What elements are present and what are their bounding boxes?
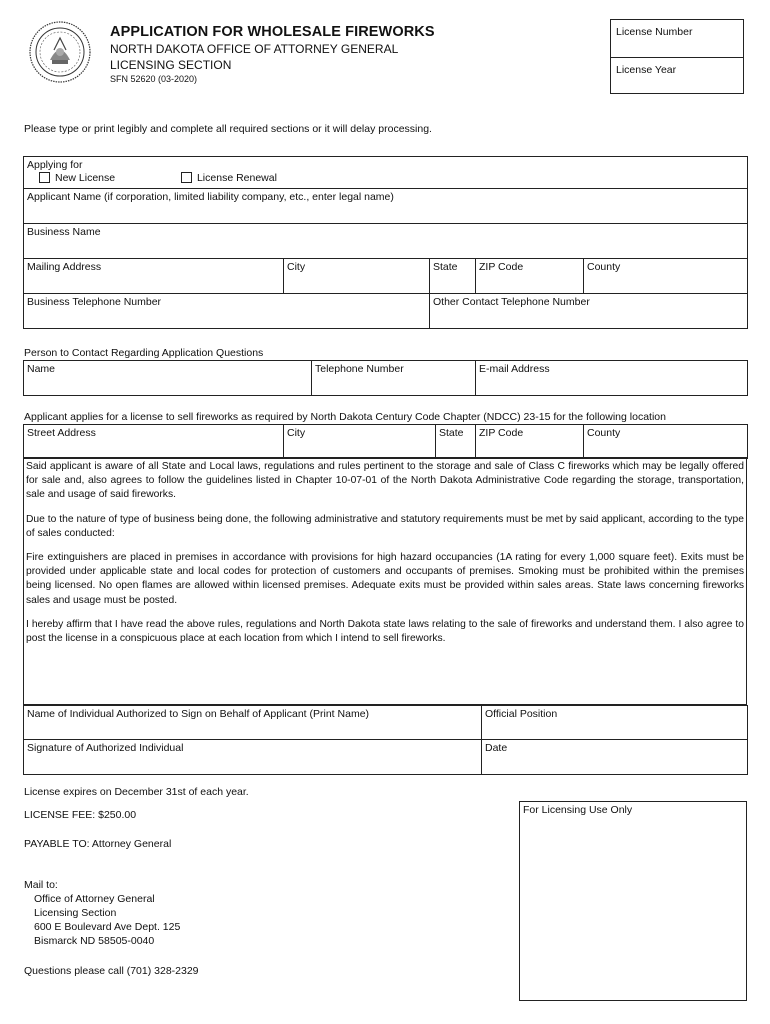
business-phone-label: Business Telephone Number xyxy=(27,296,162,308)
official-position-label: Official Position xyxy=(485,708,558,720)
terms-paragraph-3: Fire extinguishers are placed in premises in accordance with provisions for high hazard occupancies (1A rating for every 1,000 square feet). Exits must be provided under applicable state and local codes for protection of customers and occupants of premises. Smoking must be prohibited within the premises being licensed. No open flames are allowed within licensed premises. Adequate exits must be provided within sales areas. State laws concerning fireworks sales and usage must be posted. xyxy=(26,552,744,606)
street-address-label: Street Address xyxy=(27,427,96,439)
county-label: County xyxy=(587,261,621,273)
section-name: LICENSING SECTION xyxy=(110,58,232,72)
mailing-address-label: Mailing Address xyxy=(27,261,102,273)
signature-field[interactable] xyxy=(24,740,482,775)
business-name-field[interactable] xyxy=(24,224,748,259)
location-county-field[interactable] xyxy=(584,425,748,459)
other-phone-label: Other Contact Telephone Number xyxy=(433,296,590,308)
applying-for-cell xyxy=(24,157,748,189)
street-address-field[interactable] xyxy=(24,425,284,459)
location-city-label: City xyxy=(287,427,306,439)
office-name: NORTH DAKOTA OFFICE OF ATTORNEY GENERAL xyxy=(110,42,399,56)
county-field[interactable] xyxy=(584,259,748,294)
license-renewal-label: License Renewal xyxy=(196,172,277,184)
contact-heading: Person to Contact Regarding Application Questions xyxy=(24,347,264,359)
contact-table xyxy=(23,360,748,396)
signature-label: Signature of Authorized Individual xyxy=(27,742,184,754)
address-line: Licensing Section xyxy=(34,907,117,919)
applying-for-label: Applying for xyxy=(27,159,83,171)
date-field[interactable] xyxy=(482,740,748,775)
location-heading: Applicant applies for a license to sell fireworks as required by North Dakota Century Code Chapter (NDCC) 23-15 for the following location xyxy=(24,411,666,423)
instructions-text: Please type or print legibly and complete all required sections or it will delay processing. xyxy=(24,123,432,135)
payable-to: PAYABLE TO: Attorney General xyxy=(24,838,172,850)
location-state-label: State xyxy=(439,427,464,439)
contact-phone-field[interactable] xyxy=(312,361,476,396)
terms-box xyxy=(23,457,747,705)
authorized-name-label: Name of Individual Authorized to Sign on Behalf of Applicant (Print Name) xyxy=(27,708,370,720)
license-number-field[interactable]: License Number xyxy=(616,26,693,38)
business-name-label: Business Name xyxy=(27,226,101,238)
official-position-field[interactable] xyxy=(482,706,748,740)
contact-name-field[interactable] xyxy=(24,361,312,396)
signature-table xyxy=(23,705,748,775)
terms-paragraph-4: I hereby affirm that I have read the above rules, regulations and North Dakota state laws relating to the sale of fireworks and understand them. I also agree to post the license in a conspicuous place at each location from which I intend to sell fireworks. xyxy=(26,618,744,645)
license-info-box xyxy=(610,19,744,94)
location-county-label: County xyxy=(587,427,621,439)
address-line: 600 E Boulevard Ave Dept. 125 xyxy=(34,921,181,933)
license-renewal-checkbox[interactable] xyxy=(181,172,192,183)
expiry-note: License expires on December 31st of each year. xyxy=(24,786,249,798)
contact-email-label: E-mail Address xyxy=(479,363,550,375)
questions-phone: Questions please call (701) 328-2329 xyxy=(24,965,199,977)
terms-paragraph-2: Due to the nature of type of business being done, the following administrative and statutory requirements must be met by said applicant, according to the type of sales conducted: xyxy=(26,513,744,539)
applicant-info-table xyxy=(23,156,748,329)
location-city-field[interactable] xyxy=(284,425,436,459)
form-number: SFN 52620 (03-2020) xyxy=(110,74,198,84)
location-state-field[interactable] xyxy=(436,425,476,459)
zip-field[interactable] xyxy=(476,259,584,294)
contact-phone-label: Telephone Number xyxy=(315,363,404,375)
state-label: State xyxy=(433,261,458,273)
city-label: City xyxy=(287,261,306,273)
contact-name-label: Name xyxy=(27,363,56,375)
new-license-checkbox[interactable] xyxy=(39,172,50,183)
authorized-name-field[interactable] xyxy=(24,706,482,740)
date-label: Date xyxy=(485,742,508,754)
address-line: Bismarck ND 58505-0040 xyxy=(34,935,155,947)
state-field[interactable] xyxy=(430,259,476,294)
new-license-label: New License xyxy=(55,172,116,184)
applicant-name-field[interactable] xyxy=(24,189,748,224)
city-field[interactable] xyxy=(284,259,430,294)
other-phone-field[interactable] xyxy=(430,294,748,329)
zip-label: ZIP Code xyxy=(479,261,524,273)
mail-to-label: Mail to: xyxy=(24,879,58,891)
contact-email-field[interactable] xyxy=(476,361,748,396)
location-zip-field[interactable] xyxy=(476,425,584,459)
mailing-address-field[interactable] xyxy=(24,259,284,294)
license-year-field[interactable]: License Year xyxy=(611,57,743,94)
licensing-use-only-box xyxy=(519,801,747,1001)
business-phone-field[interactable] xyxy=(24,294,430,329)
location-table xyxy=(23,424,748,459)
applicant-name-label: Applicant Name (if corporation, limited liability company, etc., enter legal name) xyxy=(27,191,394,203)
location-zip-label: ZIP Code xyxy=(479,427,524,439)
mailing-instructions xyxy=(24,878,180,948)
address-line: Office of Attorney General xyxy=(34,893,155,905)
form-title: APPLICATION FOR WHOLESALE FIREWORKS xyxy=(110,24,435,40)
license-fee: LICENSE FEE: $250.00 xyxy=(24,809,137,821)
state-seal-logo xyxy=(28,20,92,84)
terms-paragraph-1: Said applicant is aware of all State and Local laws, regulations and rules pertinent to the storage and sale of Class C fireworks which may be legally offered for sale and, also agrees to follow the guidelines listed in Chapter 10-07-01 of the North Dakota Administrative Code regarding the storage, transportation, sale and usage of said fireworks. xyxy=(26,461,744,501)
licensing-use-only-label: For Licensing Use Only xyxy=(523,804,633,816)
